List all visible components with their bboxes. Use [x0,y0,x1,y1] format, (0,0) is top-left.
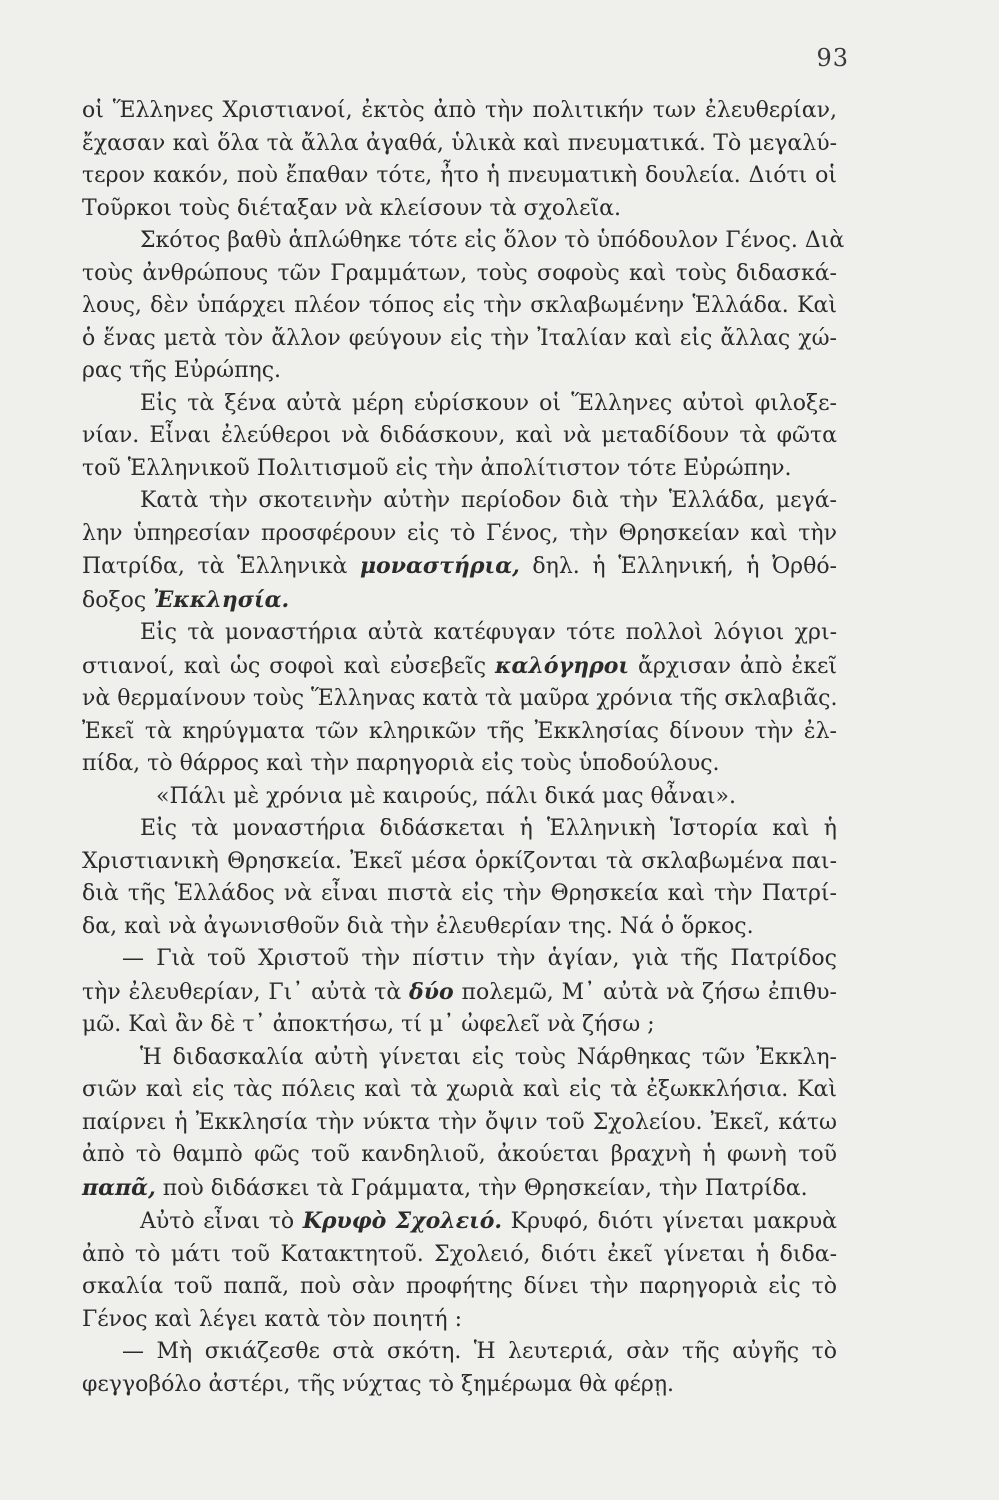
text-segment: νίαν. Εἶναι ἐλεύθεροι νὰ διδάσκουν, καὶ νὰ μεταδίδουν τὰ φῶτα [82,423,837,448]
text-segment: φεγγοβόλο ἀστέρι, τῆς νύχτας τὸ ξημέρωμα θὰ φέρῃ. [82,1371,674,1397]
text-segment: Ἐκεῖ τὰ κηρύγματα τῶν κληρικῶν τῆς Ἐκκλησίας δίνουν τὴν ἐλ- [82,718,837,744]
text-segment: σκαλία τοῦ παπᾶ, ποὺ σὰν προφήτης δίνει τὴν παρηγοριὰ εἰς τὸ [82,1274,837,1299]
text-line [82,1271,837,1304]
text-segment: Τοῦρκοι τοὺς διέταξαν νὰ κλείσουν τὰ σχολεῖα. [82,195,621,221]
text-line [82,388,837,421]
text-line [82,846,837,879]
emphasized-text: Κρυφὸ Σχολειό. [302,1208,503,1234]
text-line [82,976,837,1010]
text-segment: ἔχασαν καὶ ὅλα τὰ ἄλλα ἀγαθά, ὑλικὰ καὶ πνευματικά. Τὸ μεγαλύ- [82,130,837,156]
text-segment: ἀπὸ τὸ μάτι τοῦ Κατακτητοῦ. Σχολειό, διότι ἐκεῖ γίνεται ἡ διδα- [82,1241,837,1267]
emphasized-text: δύο [409,978,454,1005]
text-line [82,95,837,128]
text-segment: παίρνει ἡ Ἐκκλησία τὴν νύκτα τὴν ὄψιν τοῦ Σχολείου. Ἐκεῖ, κάτω [82,1109,837,1135]
text-line [82,1239,837,1272]
paragraph [82,617,837,781]
text-line [82,485,837,518]
text-segment: λην ὑπηρεσίαν προσφέρουν εἰς τὸ Γένος, τὴν Θρησκείαν καὶ τὴν [82,520,837,546]
text-segment: Αὐτὸ εἶναι τὸ [140,1209,303,1234]
text-line [82,258,837,291]
text-line [82,1107,837,1140]
text-line [82,1172,837,1206]
text-line [82,683,837,716]
text-segment: Κατὰ τὴν σκοτεινὴν αὐτὴν περίοδον διὰ τὴν Ἑλλάδα, μεγά- [140,488,837,513]
text-segment: δοξος [82,587,154,613]
text-segment: μῶ. Καὶ ἂν δὲ τ᾿ ἀποκτήσω, τί μ᾿ ὠφελεῖ νὰ ζήσω ; [82,1012,655,1037]
paragraph [82,1336,837,1401]
emphasized-text: Ἐκκλησία. [153,586,290,613]
text-line [82,813,837,846]
text-segment: Σκότος βαθὺ ἁπλώθηκε τότε εἰς ὅλον τὸ ὑπόδουλον Γένος. Διὰ [140,228,845,253]
text-line [82,1074,837,1107]
text-line [82,878,837,911]
text-segment: τοὺς ἀνθρώπους τῶν Γραμμάτων, τοὺς σοφοὺς καὶ τοὺς διδασκά- [82,260,837,286]
text-line [82,1304,837,1337]
text-segment: ἀπὸ τὸ θαμπὸ φῶς τοῦ κανδηλιοῦ, ἀκούεται βραχνὴ ἡ φωνὴ τοῦ [82,1142,837,1167]
text-segment: Εἰς τὰ μοναστήρια διδάσκεται ἡ Ἑλληνικὴ Ἱστορία καὶ ἡ [140,816,837,841]
text-line [82,716,837,749]
text-line [82,1042,837,1075]
paragraph [82,781,837,814]
text-segment: διὰ τῆς Ἑλλάδος νὰ εἶναι πιστὰ εἰς τὴν Θρησκεία καὶ τὴν Πατρί- [82,881,837,906]
text-line [82,781,837,814]
text-line [82,748,837,781]
text-line [82,1369,837,1402]
paragraph [82,813,837,943]
text-segment: τερον κακόν, ποὺ ἔπαθαν τότε, ἦτο ἡ πνευματικὴ δουλεία. Διότι οἱ [82,163,837,188]
text-line [82,550,837,584]
text-line [82,1205,837,1239]
text-segment: στιανοί, καὶ ὡς σοφοὶ καὶ εὐσεβεῖς [82,653,496,679]
paragraph [82,388,837,486]
text-segment: τὴν ἐλευθερίαν, Γι᾿ αὐτὰ τὰ [82,979,410,1005]
emphasized-text: παπᾶ, [82,1174,156,1201]
emphasized-text: καλόγηροι [495,652,630,679]
paragraph [82,1205,837,1336]
text-segment: Εἰς τὰ ξένα αὐτὰ μέρη εὑρίσκουν οἱ Ἕλληνες αὐτοὶ φιλοξε- [140,390,837,416]
text-line [82,584,837,618]
text-line [82,323,837,356]
paragraph [82,485,837,617]
text-line [82,290,837,323]
text-line [82,911,837,944]
text-segment: Ἡ διδασκαλία αὐτὴ γίνεται εἰς τοὺς Νάρθηκας τῶν Ἐκκλη- [140,1044,837,1070]
paragraph [82,1042,837,1206]
text-segment: λους, δὲν ὑπάρχει πλέον τόπος εἰς τὴν σκλαβωμένην Ἑλλάδα. Καὶ [82,293,837,318]
text-segment: νὰ θερμαίνουν τοὺς Ἕλληνας κατὰ τὰ μαῦρα χρόνια τῆς σκλαβιᾶς. [82,686,838,711]
text-line [82,160,837,193]
text-line [82,225,845,258]
text-line [82,193,837,226]
text-segment: δηλ. ἡ Ἑλληνική, ἡ Ὀρθό- [519,554,837,579]
paragraph [82,943,837,1042]
text-segment: σιῶν καὶ εἰς τὰς πόλεις καὶ τὰ χωριὰ καὶ εἰς τὰ ἐξωκκλήσια. Καὶ [82,1077,837,1102]
paragraph [82,95,837,225]
text-line [82,1009,837,1042]
text-segment: Εἰς τὰ μοναστήρια αὐτὰ κατέφυγαν τότε πολλοὶ λόγιοι χρι- [140,620,837,645]
text-segment: «Πάλι μὲ χρόνια μὲ καιρούς, πάλι δικά μας θἆναι». [156,783,736,809]
text-segment: οἱ Ἕλληνες Χριστιανοί, ἐκτὸς ἀπὸ τὴν πολιτικήν των ἐλευθερίαν, [82,98,837,123]
text-segment: Χριστιανικὴ Θρησκεία. Ἐκεῖ μέσα ὁρκίζονται τὰ σκλαβωμένα παι- [82,848,837,874]
text-line [82,420,837,453]
text-line [82,518,837,551]
text-line [82,1336,837,1369]
text-line [82,128,837,161]
body-text [82,95,845,1401]
text-line [82,1139,837,1172]
page-number: 93 [816,44,849,72]
text-segment: ὁ ἕνας μετὰ τὸν ἄλλον φεύγουν εἰς τὴν Ἰταλίαν καὶ εἰς ἄλλας χώ- [82,325,837,351]
text-line [82,355,837,388]
text-segment: τοῦ Ἑλληνικοῦ Πολιτισμοῦ εἰς τὴν ἀπολίτιστον τότε Εὐρώπην. [82,455,792,481]
text-segment: πολεμῶ, Μ᾿ αὐτὰ νὰ ζήσω ἐπιθυ- [453,979,837,1005]
text-segment: πίδα, τὸ θάρρος καὶ τὴν παρηγοριὰ εἰς τοὺς ὑποδούλους. [82,751,720,776]
text-line [82,453,837,486]
text-line [82,650,837,684]
text-line [82,617,837,650]
text-segment: Κρυφό, διότι γίνεται μακρυὰ [502,1209,837,1234]
text-segment: ποὺ διδάσκει τὰ Γράμματα, τὴν Θρησκείαν, τὴν Πατρίδα. [155,1175,808,1201]
text-segment: Πατρίδα, τὰ Ἑλληνικὰ [82,554,360,579]
text-segment: Γένος καὶ λέγει κατὰ τὸν ποιητή : [82,1306,463,1332]
text-segment: ἄρχισαν ἀπὸ ἐκεῖ [629,653,837,679]
paragraph [82,225,845,388]
text-line [82,943,837,976]
text-segment: δα, καὶ νὰ ἀγωνισθοῦν διὰ τὴν ἐλευθερίαν της. Νά ὁ ὅρκος. [82,913,754,939]
text-segment: ρας τῆς Εὐρώπης. [82,358,282,383]
emphasized-text: μοναστήρια, [359,553,520,579]
text-segment: — Γιὰ τοῦ Χριστοῦ τὴν πίστιν τὴν ἁγίαν, γιὰ τῆς Πατρίδος [122,946,837,971]
text-segment: — Μὴ σκιάζεσθε στὰ σκότη. Ἡ λευτεριά, σὰν τῆς αὐγῆς τὸ [122,1339,837,1364]
